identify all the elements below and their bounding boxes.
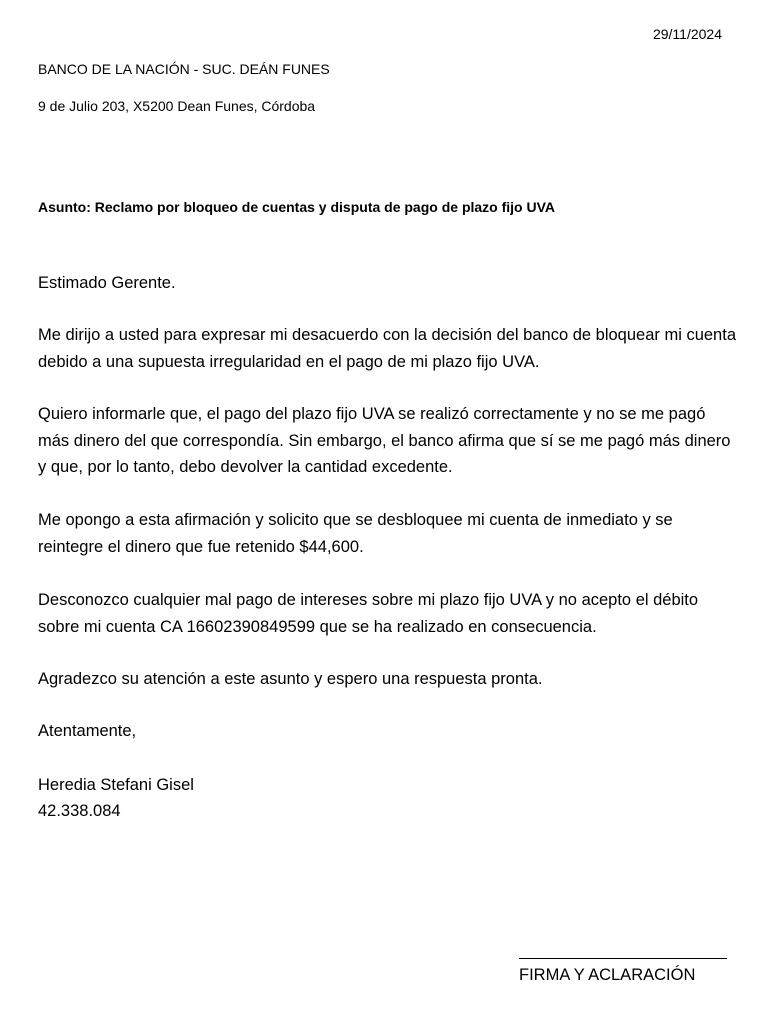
signer-name: Heredia Stefani Gisel: [38, 776, 194, 794]
signer-block: [38, 772, 194, 824]
body-paragraph-3: Me opongo a esta afirmación y solicito que se desbloquee mi cuenta de inmediato y se reintegre el dinero que fue retenido $44,600.: [38, 511, 673, 556]
signature-label: FIRMA Y ACLARACIÓN: [519, 966, 696, 984]
recipient-address: 9 de Julio 203, X5200 Dean Funes, Córdoba: [38, 98, 316, 114]
body-paragraph-4: Desconozco cualquier mal pago de intereses sobre mi plazo fijo UVA y no acepto el débito sobre mi cuenta CA 16602390849599 que se ha realizado en consecuencia.: [38, 591, 699, 636]
letter-greeting: Estimado Gerente.: [38, 274, 176, 292]
letter-date: 29/11/2024: [652, 26, 722, 42]
letter-subject: Asunto: Reclamo por bloqueo de cuentas y disputa de pago de plazo fijo UVA: [38, 199, 556, 215]
signer-id-number: 42.338.084: [38, 802, 121, 820]
body-paragraph-2: Quiero informarle que, el pago del plazo fijo UVA se realizó correctamente y no se me pagó más dinero del que correspondía. Sin embargo, el banco afirma que sí se me pagó más dinero y que, por lo tanto, debo devolver la cantidad excedente.: [38, 405, 731, 476]
letter-closing: Atentamente,: [38, 722, 137, 740]
body-paragraph-5: Agradezco su atención a este asunto y espero una respuesta pronta.: [38, 670, 543, 688]
body-paragraph-1: Me dirijo a usted para expresar mi desacuerdo con la decisión del banco de bloquear mi cuenta debido a una supuesta irregularidad en el pago de mi plazo fijo UVA.: [38, 326, 736, 371]
signature-line: [519, 958, 727, 959]
recipient-name: BANCO DE LA NACIÓN - SUC. DEÁN FUNES: [38, 61, 330, 77]
